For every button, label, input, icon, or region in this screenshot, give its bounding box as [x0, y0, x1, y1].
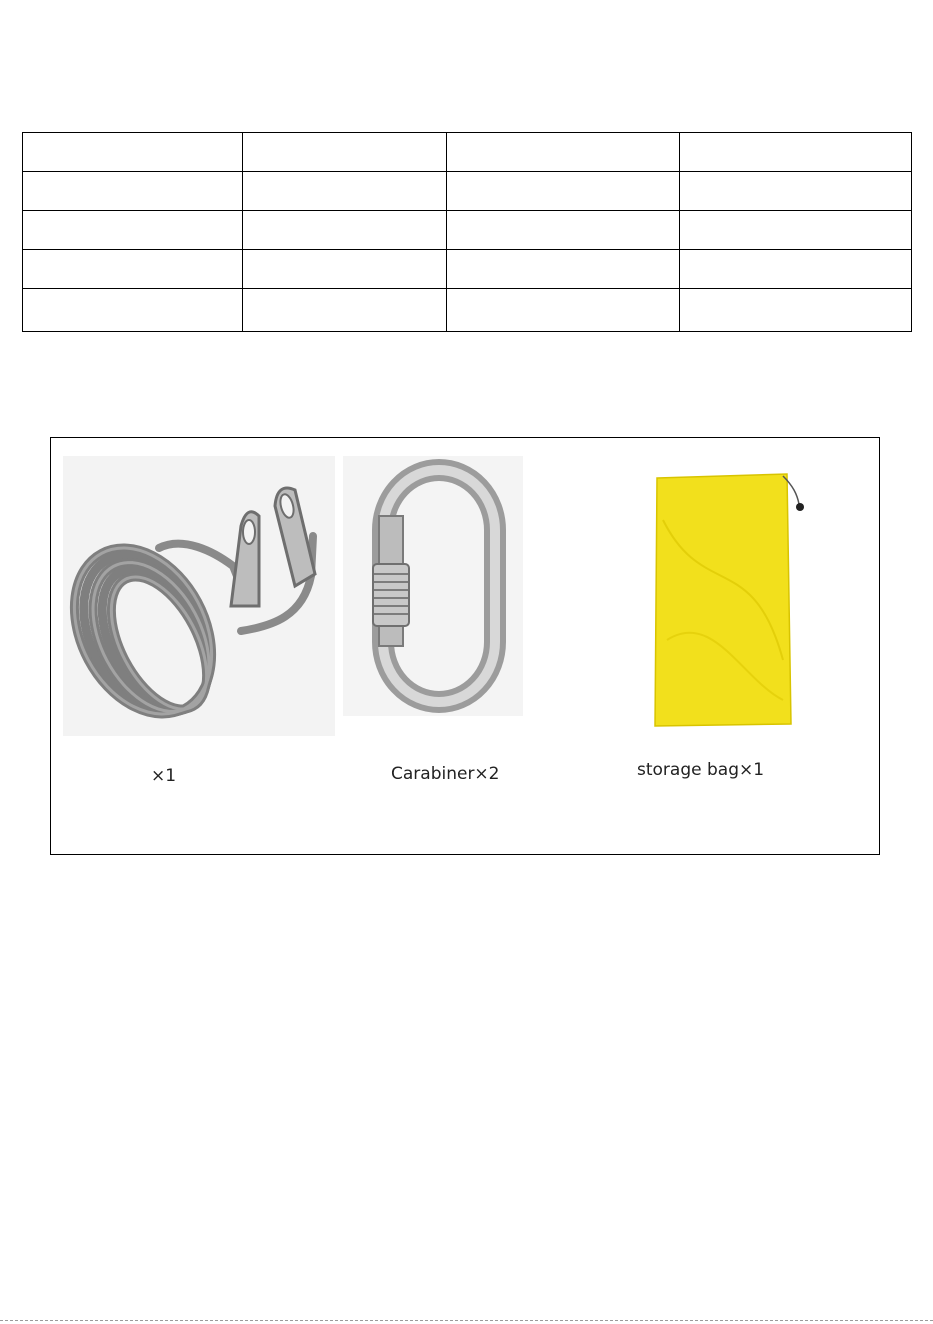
table-cell — [680, 211, 912, 250]
carabiner-photo-icon — [343, 456, 523, 716]
table-row — [23, 172, 912, 211]
table-cell — [447, 289, 680, 332]
table-cell — [23, 172, 243, 211]
package-contents-box — [50, 437, 880, 855]
table-cell — [680, 289, 912, 332]
table-cell — [447, 211, 680, 250]
rope-lanyard-photo-icon — [63, 456, 335, 736]
carabiner-caption: Carabiner×2 — [391, 764, 500, 784]
table-cell — [23, 211, 243, 250]
table-cell — [23, 289, 243, 332]
table-cell — [447, 172, 680, 211]
table-row — [23, 289, 912, 332]
storage-bag-caption: storage bag×1 — [637, 760, 765, 780]
table-cell — [243, 133, 447, 172]
table-row — [23, 250, 912, 289]
table-cell — [243, 289, 447, 332]
table-cell — [680, 133, 912, 172]
table-row — [23, 133, 912, 172]
table-cell — [447, 133, 680, 172]
table-cell — [243, 250, 447, 289]
table-cell — [23, 133, 243, 172]
spec-table — [22, 132, 912, 332]
storage-bag-photo-icon — [643, 460, 815, 730]
table-cell — [243, 211, 447, 250]
table-cell — [447, 250, 680, 289]
table-cell — [680, 172, 912, 211]
table-cell — [243, 172, 447, 211]
rope-caption: ×1 — [151, 766, 177, 786]
table-cell — [23, 250, 243, 289]
page-footer-rule — [0, 1320, 933, 1321]
table-row — [23, 211, 912, 250]
table-cell — [680, 250, 912, 289]
